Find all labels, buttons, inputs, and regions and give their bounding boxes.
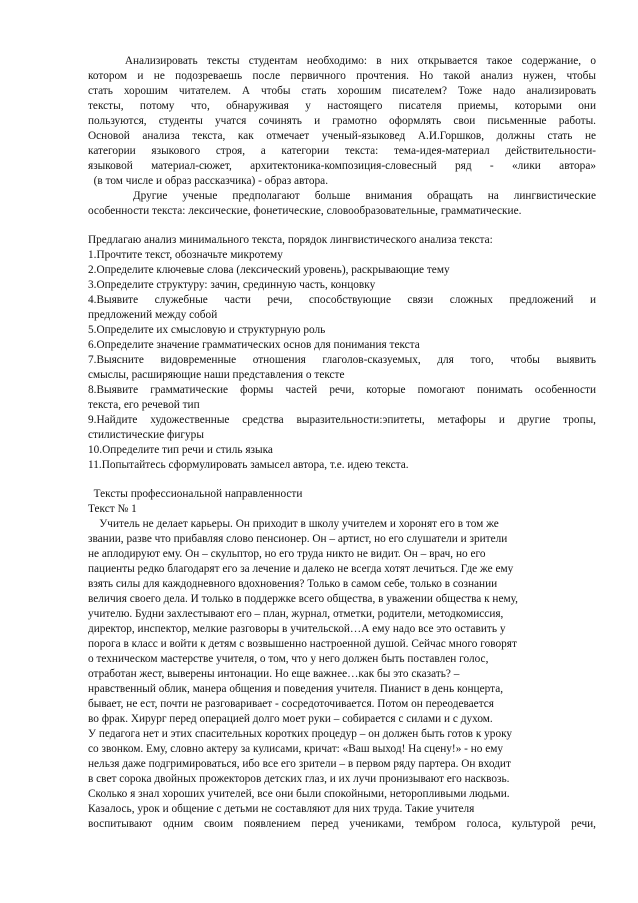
text-line: Основой анализа текста, как отмечает ученый-языковед А.И.Горшков, должны стать не: [88, 130, 596, 142]
text-line: 1.Прочтите текст, обозначьте микротему: [88, 249, 283, 261]
text-line: звании, разве что прибавляя слово пенсионер. Он – артист, но его слушатели и зрители: [88, 533, 508, 545]
text-line: Учитель не делает карьеры. Он приходит в школу учителем и хоронят его в том же: [88, 518, 499, 530]
text-line: 11.Попытайтесь сформулировать замысел автора, т.е. идею текста.: [88, 459, 409, 471]
text-line: языковой материал-сюжет, архитектоника-композиция-словесный ряд - «лики автора»: [88, 160, 596, 172]
text-line: величия своего дела. И только в поддержке всего общества, в уважении общества к нему,: [88, 593, 518, 605]
text-line: особенности текста: лексические, фонетические, словообразовательные, грамматические.: [88, 205, 522, 217]
text-line: стать хорошим читателем. А чтобы стать хорошим писателем? Тоже надо анализировать: [88, 85, 596, 97]
text-line: тексты, потому что, обнаруживая у настоящего писателя приемы, которыми они: [88, 100, 596, 112]
analysis-plan: [88, 233, 596, 473]
text-line: пользуются, студенты учатся сочинять и грамотно оформлять свои письменные работы.: [88, 115, 596, 127]
text-line: предложений между собой: [88, 309, 218, 321]
text-line: порога в класс и войти к детям с возвышенно настроенной душой. Сейчас много говорят: [88, 638, 517, 650]
text-line: котором и не подозреваешь после первичного прочтения. Но такой анализ нужен, чтобы: [88, 70, 596, 82]
text-line: Сколько я знал хороших учителей, все они были спокойными, неторопливыми людьми.: [88, 788, 510, 800]
text-line: нравственный облик, манера общения и поведения учителя. Пианист в день концерта,: [88, 683, 504, 695]
text-line: 6.Определите значение грамматических основ для понимания текста: [88, 339, 420, 351]
paragraph-gap: [88, 473, 596, 487]
text-line: пациенты редко благодарят его за лечение и далеко не всегда хотят лечиться. Где же ему: [88, 563, 514, 575]
text-line: директор, инспектор, мелкие разговоры в учительской…А ему надо все это оставить у: [88, 623, 506, 635]
text-line: 8.Выявите грамматические формы частей речи, которые помогают понимать особенности: [88, 384, 596, 396]
text-line: в свет сорока двойных прожекторов детских глаз, и их лучи пронизывают его насквозь.: [88, 773, 510, 785]
text-line: 5.Определите их смысловую и структурную роль: [88, 324, 326, 336]
text-line: смыслы, расширяющие наши представления о тексте: [88, 369, 345, 381]
text-number: Текст № 1: [88, 503, 137, 515]
text-line: учителю. Будни захлестывают его – план, журнал, отметки, родители, методкомиссия,: [88, 608, 504, 620]
text-1-body: [88, 517, 596, 832]
text-line: 2.Определите ключевые слова (лексический уровень), раскрывающие тему: [88, 264, 450, 276]
text-line: бывает, не ест, почти не разговаривает - сосредоточивается. Потом он переодевается: [88, 698, 494, 710]
text-line: Анализировать тексты студентам необходимо: в них открывается такое содержание, о: [88, 55, 596, 67]
text-line: Предлагаю анализ минимального текста, порядок лингвистического анализа текста:: [88, 234, 493, 246]
text-line: Казалось, урок и общение с детьми не составляют для них труда. Такие учителя: [88, 803, 475, 815]
text-line: 7.Выясните видовременные отношения глаголов-сказуемых, для того, чтобы выявить: [88, 354, 596, 366]
text-line: 4.Выявите служебные части речи, способствующие связи сложных предложений и: [88, 294, 596, 306]
text-line: стилистические фигуры: [88, 429, 204, 441]
text-line: взять силы для каждодневного вдохновения? Только в самом себе, только в сознании: [88, 578, 498, 590]
section-heading: Тексты профессиональной направленности: [88, 488, 303, 500]
paragraph-gap: [88, 219, 596, 233]
text-line: не аплодируют ему. Он – скульптор, но его труда никто не видит. Он – врач, но его: [88, 548, 486, 560]
text-line: 9.Найдите художественные средства выразительности:эпитеты, метафоры и другие тропы,: [88, 414, 596, 426]
text-line: 3.Определите структуру: зачин, срединную часть, концовку: [88, 279, 376, 291]
text-line: (в том числе и образ рассказчика) - образ автора.: [88, 175, 329, 187]
text-line: воспитывают одним своим появлением перед учениками, тембром голоса, культурой речи,: [88, 818, 596, 830]
text-line: Другие ученые предполагают больше внимания обращать на лингвистические: [88, 190, 596, 202]
text-line: текста, его речевой тип: [88, 399, 200, 411]
text-line: 10.Определите тип речи и стиль языка: [88, 444, 273, 456]
text-line: во фрак. Хирург перед операцией долго моет руки – собирается с силами и с духом.: [88, 713, 493, 725]
text-line: о техническом мастерстве учителя, о том, что у него должен быть поставлен голос,: [88, 653, 489, 665]
text-line: У педагога нет и этих спасительных коротких процедур – он должен быть готов к уроку: [88, 728, 513, 740]
text-line: со звонком. Ему, словно актеру за кулисами, кричат: «Ваш выход! На сцену!» - но ему: [88, 743, 504, 755]
intro-paragraph: [88, 54, 596, 219]
text-line: отработан жест, выверены интонации. Но еще важнее…как бы это сказать? –: [88, 668, 460, 680]
document-page: [88, 54, 596, 832]
text-line: категории языкового строя, а категории текста: тема-идея-материал действительности-: [88, 145, 596, 157]
text-line: нельзя даже подгримироваться, ибо все его зрители – в первом ряду партера. Он входит: [88, 758, 511, 770]
